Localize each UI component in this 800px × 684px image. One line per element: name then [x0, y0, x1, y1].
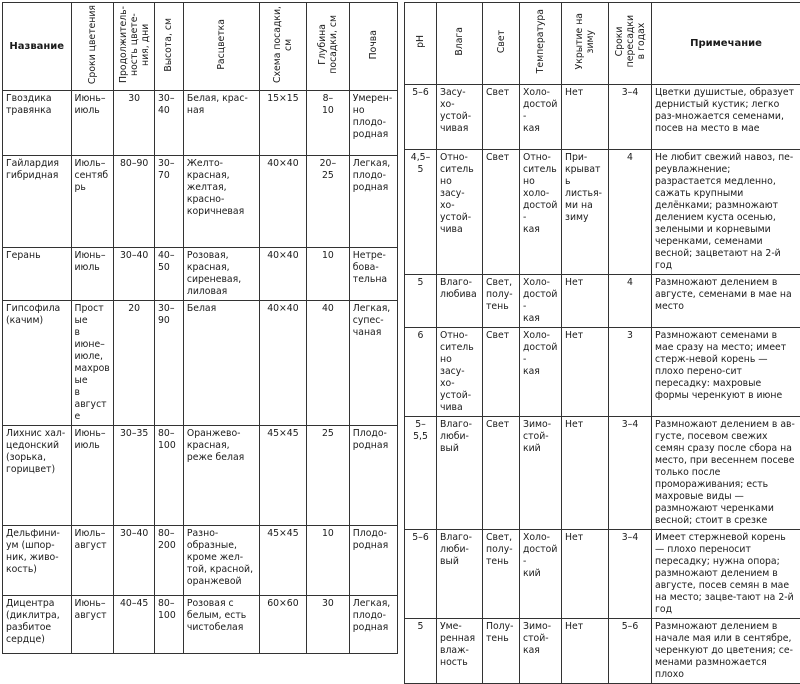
cell-light: Свет [483, 85, 520, 150]
cell-temp: Холо- достой- кий [520, 530, 562, 619]
cell-ph: 5–6 [405, 85, 437, 150]
col-header-temp: Температура [520, 3, 562, 85]
cell-soil: Умерен- но плодо- родная [349, 91, 397, 156]
cell-cover: Нет [562, 530, 609, 619]
cell-transplant: 4 [609, 150, 652, 275]
cell-scheme: 40×40 [259, 301, 306, 426]
cell-ph: 5–6 [405, 530, 437, 619]
cell-scheme: 45×45 [259, 526, 306, 596]
cell-ph: 5 [405, 275, 437, 328]
cell-height: 80– 200 [154, 526, 183, 596]
cell-name: Гайлардия гибридная [3, 156, 72, 248]
cell-temp: Холо- достой- кая [520, 85, 562, 150]
cell-transplant: 3–4 [609, 530, 652, 619]
cell-light: Свет, полу- тень [483, 275, 520, 328]
cell-cover: Нет [562, 619, 609, 684]
table-row [3, 596, 398, 654]
cell-depth: 10 [306, 526, 349, 596]
cell-ph: 5–5,5 [405, 417, 437, 530]
col-header-moisture: Влага [437, 3, 483, 85]
cell-color: Оранжево- красная, реже белая [183, 426, 259, 526]
cell-scheme: 40×40 [259, 248, 306, 301]
cell-depth: 30 [306, 596, 349, 654]
cell-temp: Холо- достой- кая [520, 328, 562, 417]
cell-note: Не любит свежий навоз, пе-реувлажнение; разрастается медленно, сажать крупными делёнками; размножают делением куста осенью, зелеными и корневыми черенками, семенами весной; зацветают на 2-й год [652, 150, 800, 275]
plant-table-right [404, 2, 800, 684]
cell-transplant: 4 [609, 275, 652, 328]
cell-moisture: Влаго- любива [437, 275, 483, 328]
cell-transplant: 3 [609, 328, 652, 417]
cell-color: Белая [183, 301, 259, 426]
cell-name: Гипсофила (качим) [3, 301, 72, 426]
cell-scheme: 15×15 [259, 91, 306, 156]
cell-transplant: 3–4 [609, 85, 652, 150]
table-row [3, 301, 398, 426]
table-row [3, 426, 398, 526]
cell-bloom: Простые в июне– июле, махровые в августе [71, 301, 114, 426]
col-header-depth: Глубина посадки, см [306, 3, 349, 91]
cell-bloom: Июнь– август [71, 596, 114, 654]
cell-duration: 30 [114, 91, 155, 156]
table-row [3, 248, 398, 301]
cell-transplant: 3–4 [609, 417, 652, 530]
cell-duration: 30–35 [114, 426, 155, 526]
cell-color: Розовая с белым, есть чистобелая [183, 596, 259, 654]
col-header-transplant: Сроки пересадки в годах [609, 3, 652, 85]
cell-moisture: Отно- сительно засу- хо- устой- чива [437, 328, 483, 417]
cell-soil: Нетре- бова- тельна [349, 248, 397, 301]
cell-height: 40– 50 [154, 248, 183, 301]
cell-note: Размножают семенами в мае сразу на место; имеет стерж-невой корень — плохо перено-сит пересадку: махровые формы черенкуют в июне [652, 328, 800, 417]
col-header-bloom: Сроки цветения [71, 3, 114, 91]
cell-scheme: 45×45 [259, 426, 306, 526]
col-header-note: Примечание [652, 3, 800, 85]
cell-temp: Зимо- стой- кая [520, 619, 562, 684]
cell-bloom: Июль– август [71, 526, 114, 596]
plant-table-left [2, 2, 398, 654]
cell-name: Дицентра (диклитра, разбитое сердце) [3, 596, 72, 654]
col-header-scheme: Схема посадки, см [259, 3, 306, 91]
cell-moisture: Влаго- люби- вый [437, 417, 483, 530]
col-header-soil: Почва [349, 3, 397, 91]
cell-depth: 20– 25 [306, 156, 349, 248]
cell-bloom: Июнь– июль [71, 426, 114, 526]
cell-ph: 6 [405, 328, 437, 417]
table-row [405, 530, 800, 619]
cell-moisture: Влаго- люби- вый [437, 530, 483, 619]
table-row [405, 619, 800, 684]
cell-cover: При- крывать листья- ми на зиму [562, 150, 609, 275]
cell-cover: Нет [562, 275, 609, 328]
cell-bloom: Июнь– июль [71, 248, 114, 301]
col-header-name: Название [3, 3, 72, 91]
cell-height: 80– 100 [154, 426, 183, 526]
cell-height: 30– 70 [154, 156, 183, 248]
cell-moisture: Засу- хо- устой- чивая [437, 85, 483, 150]
cell-color: Белая, крас- ная [183, 91, 259, 156]
table-row [405, 328, 800, 417]
cell-ph: 4,5–5 [405, 150, 437, 275]
cell-soil: Легкая, плодо- родная [349, 156, 397, 248]
cell-moisture: Отно- сительно засу- хо- устой- чива [437, 150, 483, 275]
table-row [3, 526, 398, 596]
cell-duration: 40–45 [114, 596, 155, 654]
cell-cover: Нет [562, 328, 609, 417]
cell-depth: 10 [306, 248, 349, 301]
cell-soil: Плодо- родная [349, 526, 397, 596]
cell-light: Свет [483, 150, 520, 275]
cell-note: Имеет стержневой корень — плохо переносит пересадку; нужна опора; размножают делением в августе, посев семян в мае на место; зацве-тают на 2-й год [652, 530, 800, 619]
header-row-right [405, 3, 800, 85]
cell-depth: 8– 10 [306, 91, 349, 156]
cell-name: Лихнис хал- цедонский (зорька, горицвет) [3, 426, 72, 526]
cell-bloom: Июль– сентябрь [71, 156, 114, 248]
cell-soil: Легкая, плодо- родная [349, 596, 397, 654]
cell-duration: 20 [114, 301, 155, 426]
table-row [405, 417, 800, 530]
cell-name: Герань [3, 248, 72, 301]
cell-color: Розовая, красная, сиреневая, лиловая [183, 248, 259, 301]
cell-depth: 40 [306, 301, 349, 426]
cell-light: Свет, полу- тень [483, 530, 520, 619]
cell-light: Свет [483, 328, 520, 417]
cell-duration: 80–90 [114, 156, 155, 248]
col-header-cover: Укрытие на зиму [562, 3, 609, 85]
cell-height: 80– 100 [154, 596, 183, 654]
cell-color: Желто- красная, желтая, красно- коричневая [183, 156, 259, 248]
col-header-light: Свет [483, 3, 520, 85]
cell-temp: Отно- сительно холо- достой- кая [520, 150, 562, 275]
cell-note: Размножают делением в начале мая или в сентябре, черенкуют до цветения; се-менами размножается плохо [652, 619, 800, 684]
col-header-ph: pH [405, 3, 437, 85]
col-header-color: Расцветка [183, 3, 259, 91]
table-row [405, 85, 800, 150]
cell-note: Размножают делением в августе, семенами в мае на место [652, 275, 800, 328]
col-header-height: Высота, см [154, 3, 183, 91]
cell-light: Свет [483, 417, 520, 530]
cell-scheme: 60×60 [259, 596, 306, 654]
col-header-duration: Продолжитель- ность цвете- ния, дни [114, 3, 155, 91]
table-row [405, 150, 800, 275]
cell-soil: Легкая, супес- чаная [349, 301, 397, 426]
cell-height: 30– 90 [154, 301, 183, 426]
table-row [405, 275, 800, 328]
cell-cover: Нет [562, 85, 609, 150]
table-row [3, 91, 398, 156]
cell-transplant: 5–6 [609, 619, 652, 684]
cell-temp: Холо- достой- кая [520, 275, 562, 328]
cell-duration: 30–40 [114, 526, 155, 596]
cell-light: Полу- тень [483, 619, 520, 684]
cell-cover: Нет [562, 417, 609, 530]
cell-note: Цветки душистые, образует дернистый кустик; легко раз-множается семенами, посев на место в мае [652, 85, 800, 150]
header-row-left [3, 3, 398, 91]
cell-height: 30– 40 [154, 91, 183, 156]
cell-name: Гвоздика травянка [3, 91, 72, 156]
cell-moisture: Уме- ренная влаж- ность [437, 619, 483, 684]
cell-note: Размножают делением в ав-густе, посевом свежих семян сразу после сбора на место, при весеннем посеве только после промораживания; есть махровые виды — размножают черенками весной; стоит в срезке [652, 417, 800, 530]
cell-duration: 30–40 [114, 248, 155, 301]
cell-ph: 5 [405, 619, 437, 684]
cell-bloom: Июнь– июль [71, 91, 114, 156]
cell-soil: Плодо- родная [349, 426, 397, 526]
cell-temp: Зимо- стой- кий [520, 417, 562, 530]
cell-name: Дельфини- ум (шпор- ник, живо- кость) [3, 526, 72, 596]
cell-color: Разно- образные, кроме жел- той, красной, оранжевой [183, 526, 259, 596]
table-row [3, 156, 398, 248]
cell-depth: 25 [306, 426, 349, 526]
cell-scheme: 40×40 [259, 156, 306, 248]
